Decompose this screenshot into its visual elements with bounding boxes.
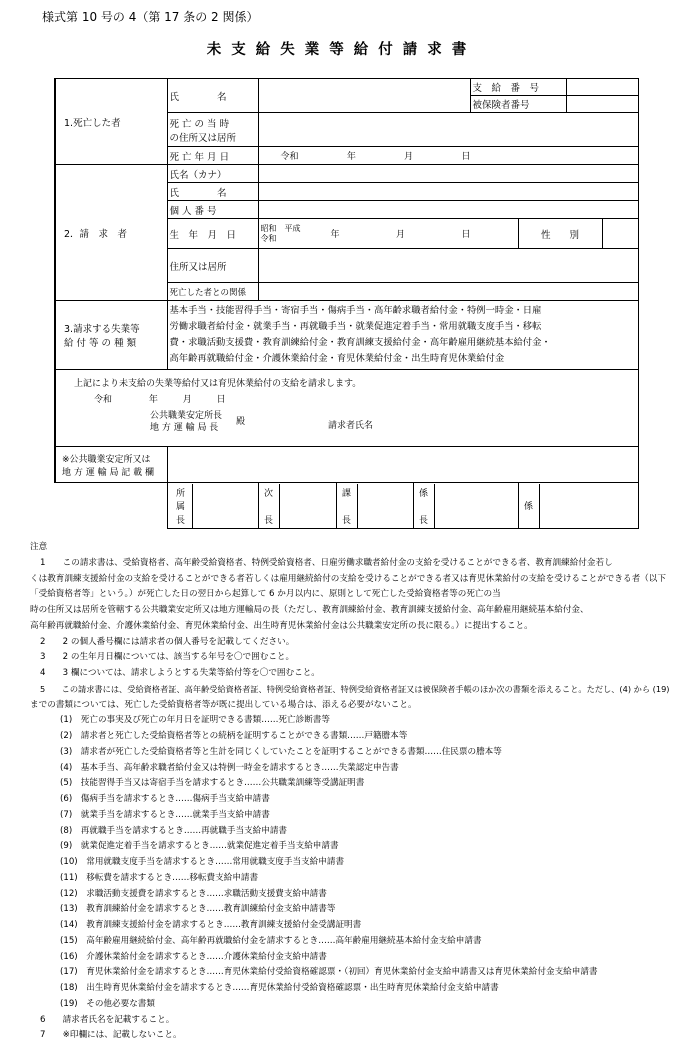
note-doc: (15) 高年齢雇用継続給付金、高年齢再就職給付金を請求するとき……高年齢雇用継続基本給付金支給申請書 — [60, 935, 482, 946]
declaration-date — [94, 392, 226, 405]
deceased-name-field[interactable] — [258, 79, 470, 113]
note-item: 5 この請求書には、受給資格者証、高年齢受給資格者証、特例受給資格者証、特例受給資格者証又は被保険者手帳のほか次の書類を添えること。ただし、(4) から (19) — [40, 683, 670, 694]
note-doc: (2) 請求者と死亡した受給資格者等との続柄を証明することができる書類……戸籍謄本等 — [60, 731, 408, 741]
addressee-office: 公共職業安定所長 — [150, 411, 223, 421]
death-date-era: 令和 — [280, 152, 299, 162]
notes-heading: 注意 — [30, 542, 48, 552]
insured-number-field[interactable] — [566, 96, 638, 113]
note-item: 6 請求者氏名を記載すること。 — [40, 1014, 175, 1025]
claimant-address-label: 住所又は居所 — [167, 249, 258, 283]
seal-spacer — [55, 483, 167, 529]
seal-char: 長 — [263, 515, 273, 526]
note-doc: (12) 求職活動支援費を請求するとき……求職活動支援費支給申請書 — [60, 888, 327, 899]
note-doc: (18) 出生時育児休業給付金を請求するとき……育児休業給付受給資格確認票・出生時育児休業給付金支給申請書 — [60, 983, 499, 993]
declaration-month: 月 — [182, 395, 192, 405]
benefit-types-line[interactable]: 高年齢再就職給付金・介護休業給付金・育児休業給付金・出生時育児休業給付金 — [169, 353, 505, 364]
benefit-types-list[interactable] — [167, 301, 638, 370]
note-item: 4 3 欄については、請求しようとする失業等給付等を〇で囲むこと。 — [40, 668, 320, 678]
birth-era-options-line1: 昭和 平成 — [260, 223, 301, 233]
birth-era-options-line2: 令和 — [260, 233, 277, 243]
my-number-label: 個 人 番 号 — [167, 201, 258, 219]
birth-date-field[interactable] — [258, 219, 518, 249]
seal-char: 長 — [341, 515, 351, 526]
seal-box — [258, 483, 336, 529]
benefit-types-line[interactable]: 基本手当・技能習得手当・寄宿手当・傷病手当・高年齢求職者給付金・特例一時金・日雇 — [169, 305, 542, 316]
office-use-label-line2: 地 方 運 輸 局 記 載 欄 — [62, 467, 155, 478]
relation-field[interactable] — [258, 283, 638, 301]
claimant-name-label: 氏 名 — [167, 183, 258, 201]
benefit-number-label: 支 給 番 号 — [470, 79, 566, 96]
seal-box — [413, 483, 518, 529]
birth-year: 年 — [330, 230, 340, 240]
deceased-address-label-line2: の住所又は居所 — [169, 132, 237, 144]
seal-char: 係 — [418, 488, 428, 499]
note-item: 3 2 の生年月日欄については、該当する年号を〇で囲むこと。 — [40, 652, 295, 663]
death-date-field[interactable] — [258, 147, 638, 165]
note-doc: (16) 介護休業給付金を請求するとき……介護休業給付金支給申請書 — [60, 951, 327, 962]
notes-section — [30, 540, 670, 1044]
section3-label-line1: 3.請求する失業等 — [64, 324, 140, 335]
seal-char: 係 — [523, 502, 533, 512]
deceased-address-label — [167, 113, 258, 147]
note-doc: (17) 育児休業給付金を請求するとき……育児休業給付受給資格確認票・（初回）育児休業給付金支給申請書又は育児休業給付金支給申請書 — [60, 967, 598, 978]
deceased-name-label: 氏 名 — [167, 79, 258, 113]
seal-char: 属 — [175, 502, 185, 512]
note-doc: (1) 死亡の事実及び死亡の年月日を証明できる書類……死亡診断書等 — [60, 715, 330, 726]
note-item: までの書類については、死亡した受給資格者等が既に提出している場合は、添える必要がないこと。 — [30, 699, 417, 710]
seal-box — [336, 483, 413, 529]
declaration-era: 令和 — [94, 395, 113, 405]
note-doc: (4) 基本手当、高年齢求職者給付金又は特例一時金を請求するとき……失業認定申告書 — [60, 762, 399, 773]
claimant-name-label-sign: 請求者氏名 — [328, 421, 374, 431]
death-date-month: 月 — [404, 152, 414, 162]
form-title: 未支給失業等給付請求書 — [206, 42, 477, 58]
section3-label-line2: 給 付 等 の 種 類 — [64, 338, 137, 349]
note-doc: (14) 教育訓練支援給付金を請求するとき……教育訓練支援給付金受講証明書 — [60, 920, 362, 930]
death-date-year: 年 — [346, 152, 356, 162]
seal-char: 所 — [175, 488, 185, 499]
form-number: 様式第 10 号の 4（第 17 条の 2 関係） — [42, 10, 259, 24]
note-item: くは教育訓練支援給付金の支給を受けることができる者若しくは雇用継続給付の支給を受けることができる者又は育児休業給付の支給を受けることができる者（以下「受給資格者等」という。）が死亡した日の翌日から起算して 6 か月以内に、原則として死亡した受給資格者等の死亡の当 — [30, 573, 666, 600]
note-item: 7 ※印欄には、記載しないこと。 — [40, 1030, 182, 1041]
seal-char: 長 — [175, 515, 185, 526]
birth-month: 月 — [395, 230, 405, 240]
note-item: 2 2 の個人番号欄には請求者の個人番号を記載してください。 — [40, 636, 295, 647]
seal-box — [518, 483, 638, 529]
section2-label: 2．請 求 者 — [55, 165, 167, 301]
honorific: 殿 — [236, 417, 246, 427]
sex-label: 性 別 — [518, 219, 602, 249]
birth-era-options — [261, 224, 301, 244]
note-doc: (3) 請求者が死亡した受給資格者等と生計を同じくしていたことを証明することができる書類……住民票の謄本等 — [60, 746, 502, 757]
note-item: 1 この請求書は、受給資格者、高年齢受給資格者、特例受給資格者、日雇労働求職者給付金の支給を受けることができる者、教育訓練給付金若し — [40, 557, 613, 568]
birth-date-label: 生 年 月 日 — [167, 219, 258, 249]
seal-char: 長 — [418, 515, 428, 526]
seal-box — [167, 483, 258, 529]
office-use-label-line1: ※公共職業安定所又は — [62, 454, 151, 465]
benefit-types-line[interactable]: 労働求職者給付金・就業手当・再就職手当・就業促進定着手当・常用就職支度手当・移転 — [169, 321, 542, 332]
deceased-address-label-line1: 死 亡 の 当 時 — [169, 118, 230, 130]
declaration-block — [56, 370, 638, 446]
kana-name-field[interactable] — [258, 165, 638, 183]
office-use-label — [55, 447, 167, 483]
note-doc: (6) 傷病手当を請求するとき……傷病手当支給申請書 — [60, 794, 270, 804]
death-date-label: 死 亡 年 月 日 — [167, 147, 258, 165]
benefit-number-field[interactable] — [566, 79, 638, 96]
claimant-name-field[interactable] — [258, 183, 638, 201]
declaration-text: 上記により未支給の失業等給付又は育児休業給付の支給を請求します。 — [74, 379, 362, 389]
deceased-address-field[interactable] — [258, 113, 638, 147]
note-item: 高年齢再就職給付金、介護休業給付金、育児休業給付金、出生時育児休業給付金は公共職業安定所の長に限る。）に提出すること。 — [30, 620, 533, 631]
claim-form-table — [54, 78, 639, 529]
note-doc: (9) 就業促進定着手当を請求するとき……就業促進定着手当支給申請書 — [60, 841, 339, 852]
my-number-field[interactable] — [258, 201, 638, 219]
note-doc: (10) 常用就職支度手当を請求するとき……常用就職支度手当支給申請書 — [60, 857, 345, 867]
claimant-address-field[interactable] — [258, 249, 638, 283]
section1-label: 1.死亡した者 — [55, 79, 167, 165]
declaration-year: 年 — [148, 395, 158, 405]
death-date-day: 日 — [461, 152, 471, 162]
note-item: 時の住所又は居所を管轄する公共職業安定所又は地方運輸局の長（ただし、教育訓練給付金、教育訓練支援給付金、高年齢雇用継続基本給付金、 — [30, 605, 589, 615]
note-doc: (8) 再就職手当を請求するとき……再就職手当支給申請書 — [60, 825, 288, 836]
seal-char: 次 — [263, 488, 273, 499]
note-doc: (11) 移転費を請求するとき……移転費支給申請書 — [60, 872, 259, 883]
note-doc: (7) 就業手当を請求するとき……就業手当支給申請書 — [60, 809, 270, 820]
office-use-field[interactable] — [167, 447, 638, 483]
birth-day: 日 — [461, 230, 471, 240]
relation-label: 死亡した者との関係 — [167, 283, 258, 301]
addressee-transport: 地 方 運 輸 局 長 — [150, 423, 219, 433]
sex-field[interactable] — [602, 219, 638, 249]
note-doc: (13) 教育訓練給付金を請求するとき……教育訓練給付金支給申請書等 — [60, 904, 336, 915]
seal-char: 課 — [341, 488, 351, 499]
note-doc: (5) 技能習得手当又は寄宿手当を請求するとき……公共職業訓練等受講証明書 — [60, 778, 365, 789]
insured-number-label: 被保険者番号 — [470, 96, 566, 113]
note-doc: (19) その他必要な書類 — [60, 998, 155, 1009]
kana-name-label: 氏名（カナ） — [167, 165, 258, 183]
declaration-day: 日 — [216, 395, 226, 405]
benefit-types-line[interactable]: 費・求職活動支援費・教育訓練給付金・教育訓練支援給付金・高年齢雇用継続基本給付金・ — [169, 337, 551, 348]
